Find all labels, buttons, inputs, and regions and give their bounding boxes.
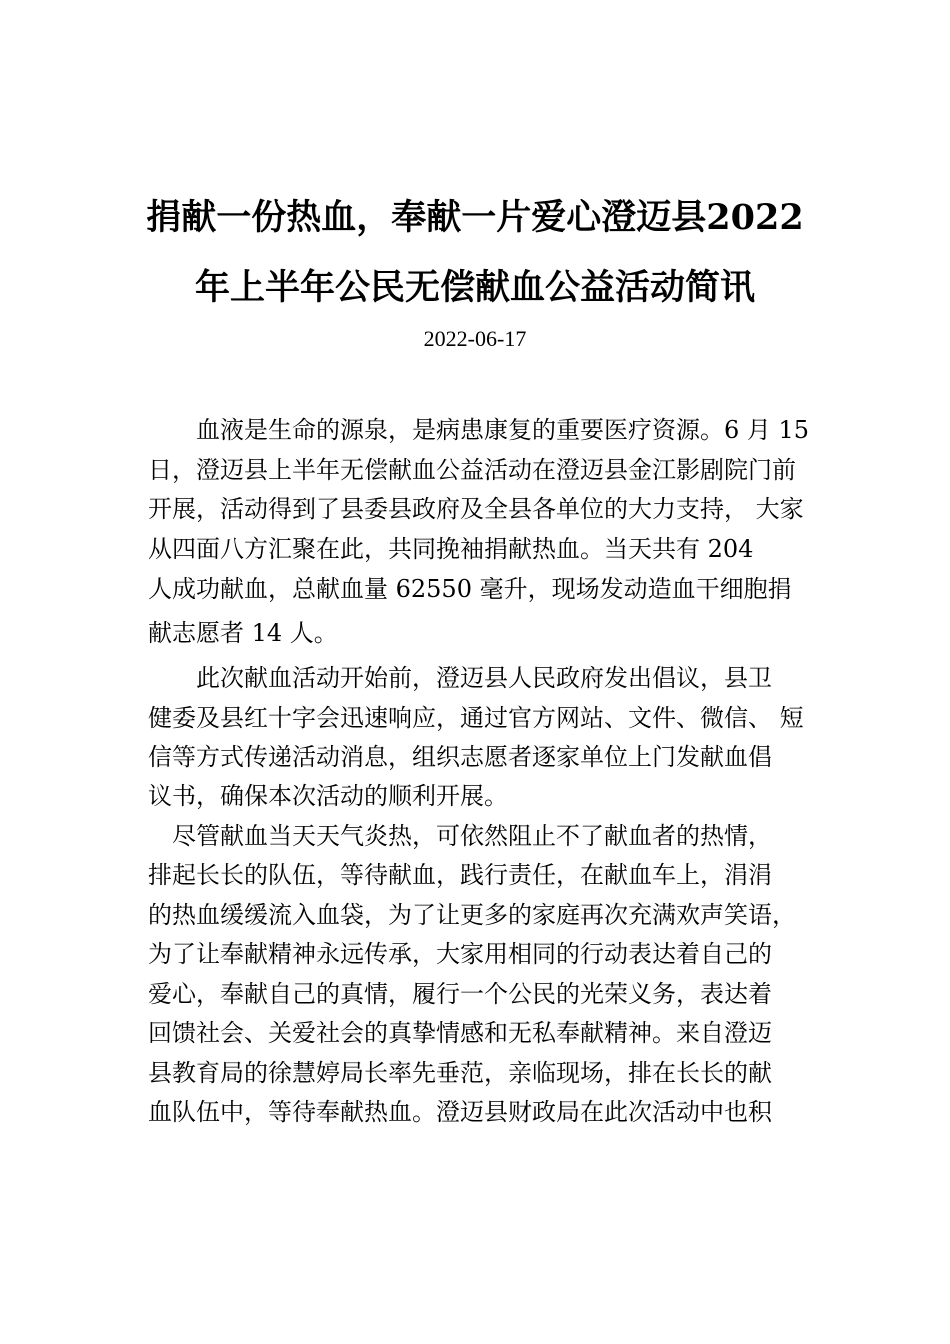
paragraph-2-line-3: 信等方式传递活动消息，组织志愿者逐家单位上门发献血倡 xyxy=(148,743,772,771)
paragraph-1-line-5: 人成功献血，总献血量 62550 毫升，现场发动造血干细胞捐 xyxy=(148,575,792,603)
paragraph-3-line-2: 排起长长的队伍，等待献血，践行责任，在献血车上，涓涓 xyxy=(148,861,772,889)
document-title-line-2: 年上半年公民无偿献血公益活动简讯 xyxy=(194,267,755,308)
paragraph-1-line-6: 献志愿者 14 人。 xyxy=(148,619,338,647)
paragraph-3-line-8: 血队伍中，等待奉献热血。澄迈县财政局在此次活动中也积 xyxy=(148,1098,772,1126)
document-title-line-1: 捐献一份热血，奉献一片爱心澄迈县2022 xyxy=(146,197,804,238)
paragraph-3-line-6: 回馈社会、关爱社会的真挚情感和无私奉献精神。来自澄迈 xyxy=(148,1019,772,1047)
paragraph-3-line-3: 的热血缓缓流入血袋，为了让更多的家庭再次充满欢声笑语， xyxy=(148,901,796,929)
paragraph-1-line-3: 开展，活动得到了县委县政府及全县各单位的大力支持， 大家 xyxy=(148,495,804,523)
paragraph-3-line-1: 尽管献血当天天气炎热，可依然阻止不了献血者的热情， xyxy=(148,822,772,850)
document-date: 2022-06-17 xyxy=(423,326,527,351)
paragraph-1-line-1: 血液是生命的源泉，是病患康复的重要医疗资源。6 月 15 xyxy=(148,416,810,444)
paragraph-2-line-4: 议书，确保本次活动的顺利开展。 xyxy=(148,782,508,810)
paragraph-3-line-4: 为了让奉献精神永远传承，大家用相同的行动表达着自己的 xyxy=(148,940,772,968)
paragraph-2-line-1: 此次献血活动开始前，澄迈县人民政府发出倡议，县卫 xyxy=(148,664,772,692)
paragraph-3-line-5: 爱心，奉献自己的真情，履行一个公民的光荣义务，表达着 xyxy=(148,980,772,1008)
paragraph-2-line-2: 健委及县红十字会迅速响应，通过官方网站、文件、微信、 短 xyxy=(148,704,804,732)
paragraph-1-line-4: 从四面八方汇聚在此，共同挽袖捐献热血。当天共有 204 xyxy=(148,535,754,563)
paragraph-3-line-7: 县教育局的徐慧婷局长率先垂范，亲临现场，排在长长的献 xyxy=(148,1059,772,1087)
paragraph-1-line-2: 日，澄迈县上半年无偿献血公益活动在澄迈县金江影剧院门前 xyxy=(148,456,796,484)
